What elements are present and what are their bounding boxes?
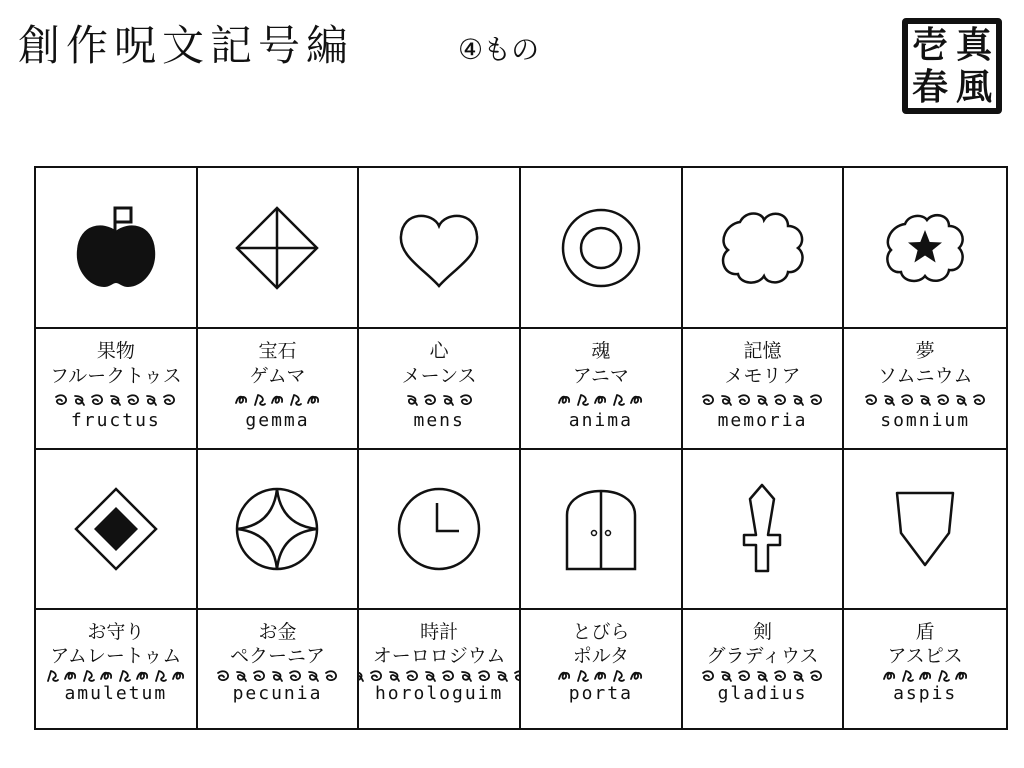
rune-glyph: [755, 393, 770, 407]
symbol-cell-pecunia: [198, 450, 360, 610]
rune-glyph: [900, 393, 915, 407]
rune-glyph: [171, 669, 186, 683]
rune-glyph: [234, 669, 249, 683]
rune-glyph: [234, 393, 249, 407]
latin-label: aspis: [893, 683, 958, 704]
rune-glyph: [252, 669, 267, 683]
rune-glyph: [216, 669, 231, 683]
rune-glyph: [882, 393, 897, 407]
page-subtitle: ④もの: [458, 33, 540, 66]
symbol-cell-aspis: [844, 450, 1006, 610]
rune-glyph: [270, 393, 285, 407]
symbol-table: [34, 166, 1008, 730]
rune-glyph: [737, 393, 752, 407]
door-icon: [551, 479, 651, 579]
rune-glyph: [936, 393, 951, 407]
label-cell-porta: [521, 610, 683, 728]
katakana-label: メーンス: [401, 365, 477, 387]
rune-glyph: [755, 669, 770, 683]
rune-glyph: [972, 393, 987, 407]
latin-label: gladius: [717, 683, 808, 704]
rune-glyph: [288, 669, 303, 683]
rune-glyph: [359, 669, 365, 683]
rune-glyph: [459, 669, 474, 683]
label-cell-anima: [521, 329, 683, 450]
symbol-cell-mens: [359, 168, 521, 329]
rune-glyphs: [54, 389, 177, 411]
star-dream-icon: [875, 198, 975, 298]
katakana-label: アムレートゥム: [50, 645, 182, 667]
rune-glyph: [252, 393, 267, 407]
katakana-label: アスピス: [887, 645, 963, 667]
rune-glyph: [593, 393, 608, 407]
seal-char: 真: [955, 24, 992, 66]
rune-glyph: [324, 669, 339, 683]
cloud-memory-icon: [712, 198, 812, 298]
latin-label: somnium: [880, 410, 971, 431]
rune-glyphs: [557, 389, 644, 411]
latin-label: fructus: [70, 410, 161, 431]
rune-glyph: [513, 669, 521, 683]
symbol-cell-amuletum: [36, 450, 198, 610]
katakana-label: ポルタ: [572, 645, 629, 667]
rune-glyph: [791, 669, 806, 683]
rune-glyph: [719, 393, 734, 407]
rune-glyph: [575, 669, 590, 683]
rune-glyph: [918, 393, 933, 407]
rune-glyph: [593, 669, 608, 683]
rune-glyph: [288, 393, 303, 407]
katakana-label: ゲムマ: [249, 365, 306, 387]
rune-glyph: [423, 393, 438, 407]
rune-glyphs: [405, 389, 474, 411]
rune-glyph: [45, 669, 60, 683]
shield-icon: [875, 479, 975, 579]
label-cell-gladius: [683, 610, 845, 728]
rune-glyph: [54, 393, 69, 407]
ring-soul-icon: [551, 198, 651, 298]
rune-glyph: [611, 393, 626, 407]
rune-glyph: [387, 669, 402, 683]
symbol-cell-memoria: [683, 168, 845, 329]
rune-glyph: [557, 393, 572, 407]
kanji-label: 時計: [420, 621, 459, 643]
rune-glyph: [405, 669, 420, 683]
symbol-cell-somnium: [844, 168, 1006, 329]
rune-glyph: [441, 669, 456, 683]
kanji-label: お守り: [87, 621, 145, 643]
symbol-cell-fructus: [36, 168, 198, 329]
latin-label: porta: [568, 683, 633, 704]
author-seal-stamp: [902, 18, 1002, 114]
heart-icon: [389, 198, 489, 298]
rune-glyph: [629, 393, 644, 407]
rune-glyphs: [701, 389, 824, 411]
rune-glyphs: [216, 668, 339, 684]
rune-glyph: [809, 669, 824, 683]
label-cell-pecunia: [198, 610, 360, 728]
katakana-label: メモリア: [724, 365, 801, 387]
kanji-label: 宝石: [258, 340, 297, 362]
rune-glyph: [144, 393, 159, 407]
rune-glyph: [270, 669, 285, 683]
rune-glyph: [135, 669, 150, 683]
rune-glyph: [954, 669, 969, 683]
rune-glyph: [557, 669, 572, 683]
rune-glyph: [63, 669, 78, 683]
clock-icon: [389, 479, 489, 579]
latin-label: gemma: [245, 410, 310, 431]
rune-glyphs: [234, 389, 321, 411]
symbol-cell-anima: [521, 168, 683, 329]
kanji-label: 剣: [752, 621, 772, 643]
katakana-label: ペクーニア: [229, 645, 325, 667]
rune-glyph: [791, 393, 806, 407]
symbol-cell-gladius: [683, 450, 845, 610]
rune-glyph: [719, 669, 734, 683]
latin-label: pecunia: [232, 683, 323, 704]
rune-glyphs: [557, 668, 644, 684]
rune-glyphs: [359, 668, 521, 684]
rune-glyph: [575, 393, 590, 407]
kanji-label: 心: [429, 340, 449, 362]
rune-glyphs: [882, 668, 969, 684]
rune-glyph: [954, 393, 969, 407]
rune-glyph: [459, 393, 474, 407]
rune-glyph: [72, 393, 87, 407]
rune-glyph: [306, 393, 321, 407]
kanji-label: 夢: [915, 340, 935, 362]
rune-glyph: [423, 669, 438, 683]
rune-glyph: [629, 669, 644, 683]
katakana-label: ソムニウム: [877, 365, 973, 387]
seal-char: 壱: [911, 24, 948, 66]
coin-icon: [227, 479, 327, 579]
rune-glyph: [477, 669, 492, 683]
rune-glyph: [81, 669, 96, 683]
rune-glyph: [773, 393, 788, 407]
label-cell-fructus: [36, 329, 198, 450]
rune-glyph: [495, 669, 510, 683]
apple-icon: [66, 198, 166, 298]
rune-glyphs: [864, 389, 987, 411]
katakana-label: フルークトゥス: [49, 365, 182, 387]
rune-glyph: [126, 393, 141, 407]
symbol-cell-horologuim: [359, 450, 521, 610]
rune-glyph: [405, 393, 420, 407]
rune-glyph: [918, 669, 933, 683]
rune-glyphs: [701, 668, 824, 684]
latin-label: anima: [568, 410, 633, 431]
kanji-label: 魂: [591, 340, 611, 362]
rune-glyphs: [45, 668, 186, 684]
rune-glyph: [162, 393, 177, 407]
rune-glyph: [701, 393, 716, 407]
seal-char: 風: [955, 66, 992, 108]
label-cell-aspis: [844, 610, 1006, 728]
rune-glyph: [611, 669, 626, 683]
rune-glyph: [936, 669, 951, 683]
label-cell-horologuim: [359, 610, 521, 728]
seal-char: 春: [911, 66, 948, 108]
rune-glyph: [306, 669, 321, 683]
rune-glyph: [153, 669, 168, 683]
label-cell-amuletum: [36, 610, 198, 728]
rune-glyph: [701, 669, 716, 683]
symbol-cell-porta: [521, 450, 683, 610]
latin-label: horologuim: [374, 683, 504, 704]
page-title: 創作呪文記号編: [18, 21, 355, 70]
kanji-label: 果物: [96, 340, 135, 362]
amulet-diamond-icon: [66, 479, 166, 579]
label-cell-memoria: [683, 329, 845, 450]
kanji-label: 盾: [915, 621, 935, 643]
rune-glyph: [773, 669, 788, 683]
rune-glyph: [117, 669, 132, 683]
rune-glyph: [900, 669, 915, 683]
rune-glyph: [441, 393, 456, 407]
latin-label: mens: [413, 410, 465, 431]
rune-glyph: [809, 393, 824, 407]
label-cell-gemma: [198, 329, 360, 450]
label-cell-somnium: [844, 329, 1006, 450]
katakana-label: オーロロジウム: [372, 645, 506, 667]
symbol-cell-gemma: [198, 168, 360, 329]
sword-icon: [712, 479, 812, 579]
rune-glyph: [369, 669, 384, 683]
latin-label: memoria: [717, 410, 808, 431]
rune-glyph: [99, 669, 114, 683]
rune-glyph: [882, 669, 897, 683]
diamond-gem-icon: [227, 198, 327, 298]
rune-glyph: [737, 669, 752, 683]
kanji-label: 記憶: [743, 340, 782, 362]
label-cell-mens: [359, 329, 521, 450]
rune-glyph: [108, 393, 123, 407]
katakana-label: グラディウス: [706, 645, 819, 667]
kanji-label: お金: [258, 621, 297, 643]
latin-label: amuletum: [64, 683, 168, 704]
kanji-label: とびら: [572, 621, 630, 643]
rune-glyph: [864, 393, 879, 407]
rune-glyph: [90, 393, 105, 407]
katakana-label: アニマ: [572, 365, 629, 387]
